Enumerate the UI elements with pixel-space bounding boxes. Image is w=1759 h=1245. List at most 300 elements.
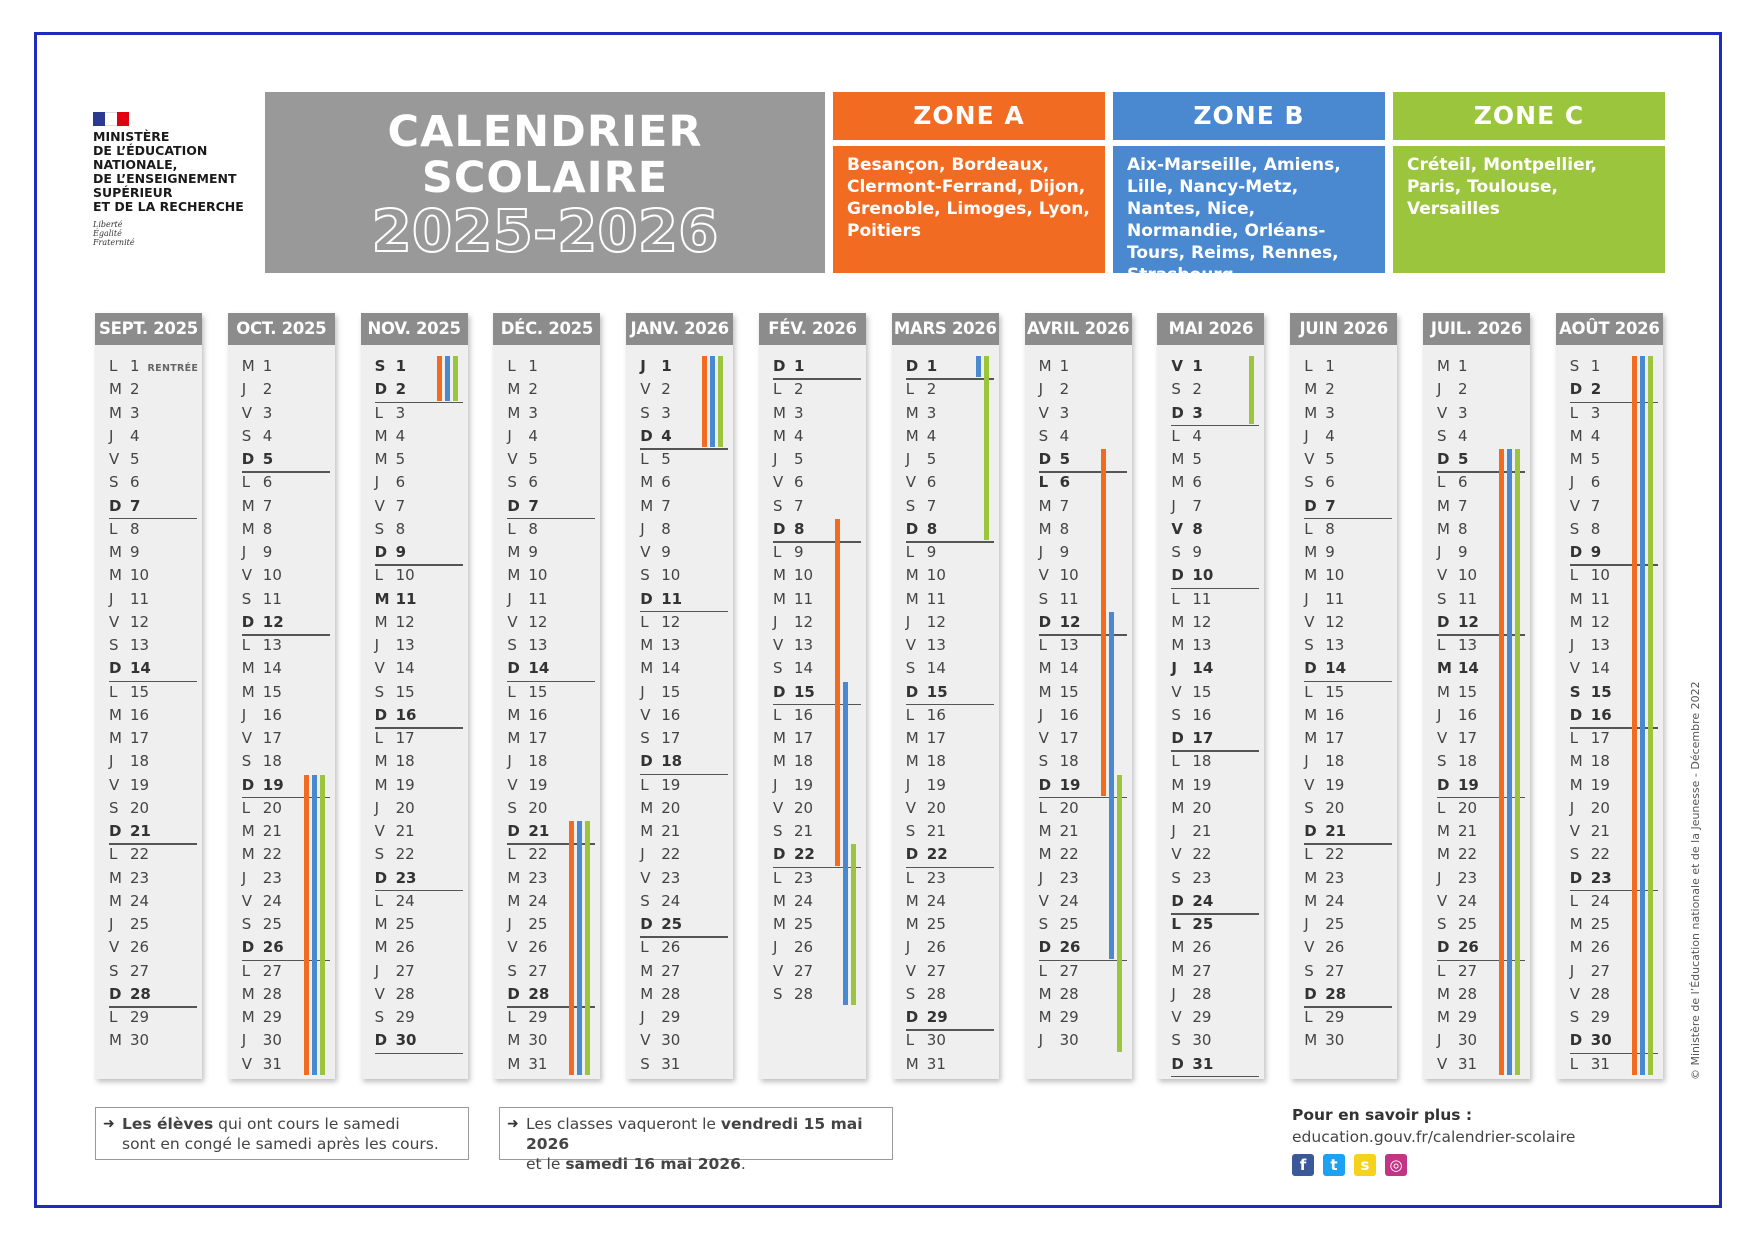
day-row: M 5 (1569, 450, 1601, 468)
day-row: V 19 (1304, 775, 1345, 794)
day-row: M 26 (1569, 938, 1610, 957)
day-row: M 13 (640, 636, 681, 654)
day-row: L 27 (241, 961, 282, 980)
month-header: AVRIL 2026 (1025, 313, 1132, 345)
day-row: V 30 (640, 1031, 681, 1050)
day-row: M 20 (640, 798, 681, 817)
day-row: D 14 (109, 659, 151, 678)
holiday-bar-zone-c (453, 356, 458, 401)
day-row: D 1 (773, 357, 805, 375)
day-row: S 13 (1304, 636, 1345, 654)
day-row: J 30 (1038, 1031, 1079, 1050)
day-row: J 6 (374, 473, 406, 492)
day-row: S 15 (1569, 682, 1612, 701)
day-row: V 12 (507, 612, 548, 631)
day-row: V 22 (1171, 845, 1212, 864)
day-row: J 29 (640, 1008, 681, 1026)
day-row: S 31 (640, 1054, 681, 1073)
day-row: S 28 (773, 984, 814, 1003)
day-row: D 19 (241, 775, 284, 794)
holiday-bar-zone-a (304, 775, 309, 1075)
saturday-note: ➜ Les élèves qui ont cours le samedi sont en congé le samedi après les cours. (95, 1107, 469, 1160)
day-row: J 16 (1038, 705, 1079, 724)
day-row: M 26 (374, 938, 415, 957)
day-row: V 12 (109, 612, 150, 631)
day-row: L 24 (1569, 891, 1610, 910)
holiday-bar-zone-c (718, 356, 723, 447)
day-row: S 27 (507, 961, 548, 980)
day-row: S 18 (1038, 752, 1079, 771)
day-row: V 26 (109, 938, 150, 957)
day-row: L 2 (905, 380, 937, 399)
day-row: S 23 (1171, 868, 1212, 887)
month-column (493, 313, 600, 1079)
day-row: J 23 (241, 868, 282, 887)
day-row: M 17 (109, 729, 150, 747)
day-row: S 2 (1171, 380, 1202, 399)
day-row: M 22 (241, 845, 282, 864)
day-row: L 6 (1038, 473, 1071, 492)
day-row: M 25 (773, 915, 814, 933)
holiday-bar-zone-c (320, 775, 325, 1075)
day-row: L 11 (1171, 589, 1212, 608)
day-row: D 19 (1038, 775, 1081, 794)
week-separator (109, 843, 197, 845)
day-row: V 28 (1569, 984, 1610, 1003)
day-row: V 23 (640, 868, 681, 887)
day-row: S 8 (1569, 519, 1601, 538)
day-row: M 26 (1171, 938, 1212, 957)
day-row: L 3 (1569, 403, 1601, 422)
day-row: L 22 (507, 845, 548, 864)
day-row: V 31 (241, 1054, 282, 1073)
holiday-bar-zone-a (569, 821, 574, 1075)
day-row: M 18 (374, 752, 415, 771)
day-row: M 25 (905, 915, 946, 933)
day-row: M 30 (1304, 1031, 1345, 1050)
day-row: M 7 (241, 496, 273, 515)
day-row: M 13 (1171, 636, 1212, 654)
day-row: D 18 (640, 752, 683, 771)
day-row: M 20 (1171, 798, 1212, 817)
holiday-bar-zone-a (437, 356, 442, 401)
day-row: V 21 (1569, 822, 1610, 840)
holiday-bar-zone-c (1249, 356, 1254, 424)
day-row: S 3 (640, 403, 671, 422)
day-row: V 20 (905, 798, 946, 817)
day-row: M 17 (507, 729, 548, 747)
month-header: OCT. 2025 (228, 313, 335, 345)
day-row: S 20 (507, 798, 548, 817)
day-row: S 6 (109, 473, 140, 492)
day-row: S 4 (1038, 426, 1070, 445)
day-row: D 3 (1171, 403, 1203, 422)
day-row: L 2 (773, 380, 804, 399)
day-row: J 2 (1038, 380, 1070, 399)
day-row: J 23 (1038, 868, 1079, 887)
day-row: L 8 (507, 519, 538, 538)
day-row: M 29 (1038, 1008, 1079, 1026)
month-header: FÉV. 2026 (759, 313, 866, 345)
day-row: S 11 (1038, 589, 1079, 608)
day-row: D 23 (1569, 868, 1612, 887)
day-row: M 25 (374, 915, 415, 933)
day-row: S 7 (905, 496, 937, 515)
day-row: L 10 (374, 566, 415, 585)
french-flag-icon (93, 112, 129, 126)
day-row: J 20 (374, 798, 415, 817)
day-row: D 16 (1569, 705, 1612, 724)
day-row: S 20 (109, 798, 150, 817)
day-row: D 22 (905, 845, 948, 864)
day-row: M 22 (1038, 845, 1079, 864)
day-row: M 1 (1038, 357, 1070, 375)
holiday-bar-zone-b (1507, 449, 1512, 1075)
day-row: V 24 (241, 891, 282, 910)
day-row: D 10 (1171, 566, 1214, 585)
day-row: J 16 (241, 705, 282, 724)
day-row: M 8 (241, 519, 273, 538)
day-row: L 18 (1171, 752, 1212, 771)
day-row: D 14 (1304, 659, 1347, 678)
day-row: S 15 (374, 682, 415, 701)
week-separator (1171, 750, 1259, 752)
holiday-bar-zone-c (1117, 775, 1122, 1052)
day-row: D 30 (1569, 1031, 1612, 1050)
title-line-2: SCOLAIRE (421, 153, 669, 203)
day-row: L 17 (374, 729, 415, 747)
day-row: M 27 (1171, 961, 1212, 980)
day-row: M 16 (109, 705, 150, 724)
day-row: S 27 (1304, 961, 1345, 980)
week-separator (1171, 1076, 1259, 1078)
day-row: D 17 (1171, 729, 1214, 747)
day-row: J 16 (1437, 705, 1478, 724)
day-row: V 7 (1569, 496, 1601, 515)
month-header: MARS 2026 (892, 313, 999, 345)
day-row: L 16 (905, 705, 946, 724)
day-row: V 1 (1171, 357, 1203, 375)
day-row: V 13 (905, 636, 946, 654)
week-separator (773, 541, 861, 543)
logo-line: DE L’ÉDUCATION (93, 143, 208, 158)
day-row: M 6 (640, 473, 671, 492)
day-row: M 24 (507, 891, 548, 910)
day-row: M 19 (1569, 775, 1610, 794)
day-row: L 8 (109, 519, 140, 538)
day-row: L 15 (507, 682, 548, 701)
day-row: V 29 (1171, 1008, 1212, 1026)
day-row: L 25 (1171, 915, 1214, 933)
zone-a-cities: Besançon, Bordeaux, Clermont-Ferrand, Dijon, Grenoble, Limoges, Lyon, Poitiers (833, 146, 1105, 273)
day-row: D 7 (109, 496, 141, 515)
day-row: V 10 (1437, 566, 1478, 585)
day-row: V 3 (1437, 403, 1468, 422)
month-column (361, 313, 468, 1079)
more-info-link[interactable]: education.gouv.fr/calendrier-scolaire (1292, 1128, 1576, 1146)
day-row: V 2 (640, 380, 671, 399)
day-row: D 2 (374, 380, 407, 399)
school-year: 2025-2026 (371, 197, 719, 265)
zone-c-label: ZONE C (1393, 92, 1665, 140)
day-row: M 6 (1171, 473, 1202, 492)
week-separator (773, 378, 861, 380)
day-row: L 15 (109, 682, 150, 701)
day-row: D 4 (640, 426, 672, 445)
day-row: M 3 (905, 403, 937, 422)
day-row: V 13 (773, 636, 814, 654)
day-row: M 25 (1569, 915, 1610, 933)
day-row: D 21 (507, 822, 550, 840)
day-row: L 27 (1437, 961, 1478, 980)
day-row: M 5 (374, 450, 406, 468)
day-row: M 18 (905, 752, 946, 771)
day-row: M 1 (241, 357, 273, 375)
day-row: S 11 (241, 589, 282, 608)
day-row: V 17 (241, 729, 282, 747)
holiday-bar-zone-b (445, 356, 450, 401)
day-row: M 12 (1569, 612, 1610, 631)
day-row: D 21 (109, 822, 151, 840)
week-separator (640, 448, 728, 450)
day-row: M 2 (1304, 380, 1335, 399)
week-separator (1304, 681, 1392, 683)
day-row: D 1 (905, 357, 938, 375)
twitter-icon[interactable]: t (1323, 1154, 1345, 1176)
day-row: S 4 (1437, 426, 1468, 445)
day-row: M 28 (241, 984, 282, 1003)
day-row: M 17 (773, 729, 814, 747)
holiday-bar-zone-c (585, 821, 590, 1075)
day-row: J 27 (374, 961, 415, 980)
day-row: M 21 (241, 822, 282, 840)
day-row: M 14 (1038, 659, 1079, 678)
month-header: MAI 2026 (1157, 313, 1264, 345)
day-row: J 13 (1569, 636, 1610, 654)
day-row: J 18 (1304, 752, 1345, 771)
day-row: D 26 (1038, 938, 1081, 957)
instagram-icon[interactable]: ◎ (1385, 1154, 1407, 1176)
day-row: L 12 (640, 612, 681, 631)
day-row: S 25 (1038, 915, 1079, 933)
day-row: L 24 (374, 891, 415, 910)
day-row: L 9 (773, 543, 804, 561)
day-row: D 28 (109, 984, 151, 1003)
day-row: M 21 (1038, 822, 1079, 840)
day-row: M 7 (640, 496, 671, 515)
day-row: V 8 (1171, 519, 1203, 538)
week-separator (640, 774, 728, 776)
week-separator (242, 471, 330, 473)
week-separator (1171, 425, 1259, 427)
rentree-label: RENTRÉE (147, 363, 199, 374)
day-row: M 10 (1304, 566, 1345, 585)
day-row: D 9 (1569, 543, 1602, 561)
day-row: D 23 (374, 868, 417, 887)
day-row: J 26 (905, 938, 946, 957)
month-column (759, 313, 866, 1079)
day-row: S 16 (1171, 705, 1212, 724)
holiday-bar-zone-c (1515, 449, 1520, 1075)
day-row: M 4 (773, 426, 804, 445)
day-row: M 4 (1569, 426, 1601, 445)
day-row: M 8 (1437, 519, 1468, 538)
facebook-icon[interactable]: f (1292, 1154, 1314, 1176)
logo-line: MINISTÈRE (93, 129, 170, 144)
day-row: V 14 (1569, 659, 1610, 678)
day-row: D 30 (374, 1031, 417, 1050)
day-row: J 2 (241, 380, 273, 399)
day-row: J 8 (640, 519, 671, 538)
week-separator (507, 681, 595, 683)
week-separator (906, 378, 994, 380)
day-row: S 4 (241, 426, 273, 445)
week-separator (375, 727, 463, 729)
day-row: J 9 (1038, 543, 1070, 561)
day-row: S 22 (1569, 845, 1610, 864)
day-row: M 23 (507, 868, 548, 887)
day-row: S 14 (905, 659, 946, 678)
week-separator (906, 541, 994, 543)
holiday-bar-zone-b (843, 682, 848, 1006)
day-row: M 10 (773, 566, 814, 585)
holiday-bar-zone-a (1632, 356, 1637, 1075)
week-separator (507, 518, 595, 520)
holiday-bar-zone-c (851, 844, 856, 1005)
day-row: M 27 (640, 961, 681, 980)
day-row: J 18 (109, 752, 150, 771)
day-row: V 27 (905, 961, 946, 980)
day-row: L 6 (241, 473, 273, 492)
week-separator (375, 1053, 463, 1055)
day-row: V 10 (241, 566, 282, 585)
day-row: M 4 (374, 426, 406, 445)
month-column (626, 313, 733, 1079)
month-column (1025, 313, 1132, 1079)
day-row: M 7 (1038, 496, 1070, 515)
month-header: JUIL. 2026 (1423, 313, 1530, 345)
month-header: NOV. 2025 (361, 313, 468, 345)
week-separator (1039, 960, 1127, 962)
day-row: M 29 (241, 1008, 282, 1026)
day-row: L 20 (1437, 798, 1478, 817)
day-row: L 23 (773, 868, 814, 887)
day-row: M 30 (507, 1031, 548, 1050)
day-row: J 9 (1437, 543, 1468, 561)
day-row: V 3 (1038, 403, 1070, 422)
month-column (1423, 313, 1530, 1079)
day-row: M 8 (1038, 519, 1070, 538)
day-row: J 14 (1171, 659, 1214, 678)
day-row: M 31 (507, 1054, 548, 1073)
month-header: AOÛT 2026 (1556, 313, 1663, 345)
day-row: V 6 (773, 473, 804, 492)
day-row: M 17 (1304, 729, 1345, 747)
arrow-right-icon: ➜ (103, 1116, 115, 1132)
holiday-bar-zone-b (1109, 612, 1114, 959)
day-row: J 4 (507, 426, 538, 445)
zone-c-cities: Créteil, Montpellier, Paris, Toulouse, Versailles (1393, 146, 1665, 273)
day-row: M 11 (1569, 589, 1610, 608)
zone-b-cities: Aix-Marseille, Amiens, Lille, Nancy-Metz, Nantes, Nice, Normandie, Orléans-Tours, Reims, Rennes, Strasbourg (1113, 146, 1385, 273)
day-row: M 28 (1437, 984, 1478, 1003)
day-row: V 7 (374, 496, 406, 515)
logo-motto: Liberté Égalité Fraternité (93, 220, 135, 247)
day-row: M 19 (374, 775, 415, 794)
day-row: J 26 (773, 938, 814, 957)
day-row: S 1 (374, 357, 407, 375)
day-row: D 22 (773, 845, 815, 864)
month-column (1556, 313, 1663, 1079)
week-separator (375, 890, 463, 892)
day-row: V 31 (1437, 1054, 1478, 1073)
day-row: S 24 (640, 891, 681, 910)
social-icons (1292, 1154, 1407, 1176)
week-separator (906, 704, 994, 706)
day-row: S 21 (905, 822, 946, 840)
day-row: V 24 (1437, 891, 1478, 910)
day-row: M 15 (241, 682, 282, 701)
day-row: M 9 (507, 543, 538, 561)
day-row: J 28 (1171, 984, 1212, 1003)
day-row: S 13 (109, 636, 150, 654)
day-row: M 29 (1437, 1008, 1478, 1026)
day-row: D 5 (241, 450, 274, 468)
week-separator (109, 681, 197, 683)
day-row: J 7 (1171, 496, 1202, 515)
day-row: M 24 (905, 891, 946, 910)
day-row: J 23 (1437, 868, 1478, 887)
day-row: L 13 (1038, 636, 1079, 654)
day-row: M 15 (1038, 682, 1079, 701)
month-header: SEPT. 2025 (95, 313, 202, 345)
holiday-bar-zone-a (1499, 449, 1504, 1075)
snapchat-icon[interactable]: s (1354, 1154, 1376, 1176)
day-row: S 22 (374, 845, 415, 864)
day-row: M 23 (109, 868, 150, 887)
day-row: J 11 (1304, 589, 1345, 608)
day-row: D 16 (374, 705, 417, 724)
logo-line: DE L’ENSEIGNEMENT (93, 171, 237, 186)
day-row: D 11 (640, 589, 683, 608)
day-row: M 24 (773, 891, 814, 910)
week-separator (109, 1006, 197, 1008)
day-row: V 21 (374, 822, 415, 840)
day-row: V 19 (109, 775, 150, 794)
month-column (1290, 313, 1397, 1079)
day-row: S 9 (1171, 543, 1202, 561)
day-row: J 12 (905, 612, 946, 631)
day-row: M 22 (1437, 845, 1478, 864)
day-row: J 30 (241, 1031, 282, 1050)
day-row: D 24 (1171, 891, 1214, 910)
holiday-bar-zone-b (976, 356, 981, 377)
day-row: M 19 (1171, 775, 1212, 794)
week-separator (375, 564, 463, 566)
day-row: L 31 (1569, 1054, 1610, 1073)
day-row: J 25 (1304, 915, 1345, 933)
day-row: S 20 (1304, 798, 1345, 817)
day-row: S 27 (109, 961, 150, 980)
day-row: M 3 (1304, 403, 1335, 422)
day-row: M 12 (374, 612, 415, 631)
day-row: J 2 (1437, 380, 1468, 399)
holiday-bar-zone-b (577, 821, 582, 1075)
day-row: J 5 (773, 450, 804, 468)
copyright-notice: © Ministère de l’Éducation nationale et de la Jeunesse - Décembre 2022 (1689, 681, 1702, 1080)
day-row: D 2 (1569, 380, 1602, 399)
holiday-bar-zone-a (1101, 449, 1106, 796)
